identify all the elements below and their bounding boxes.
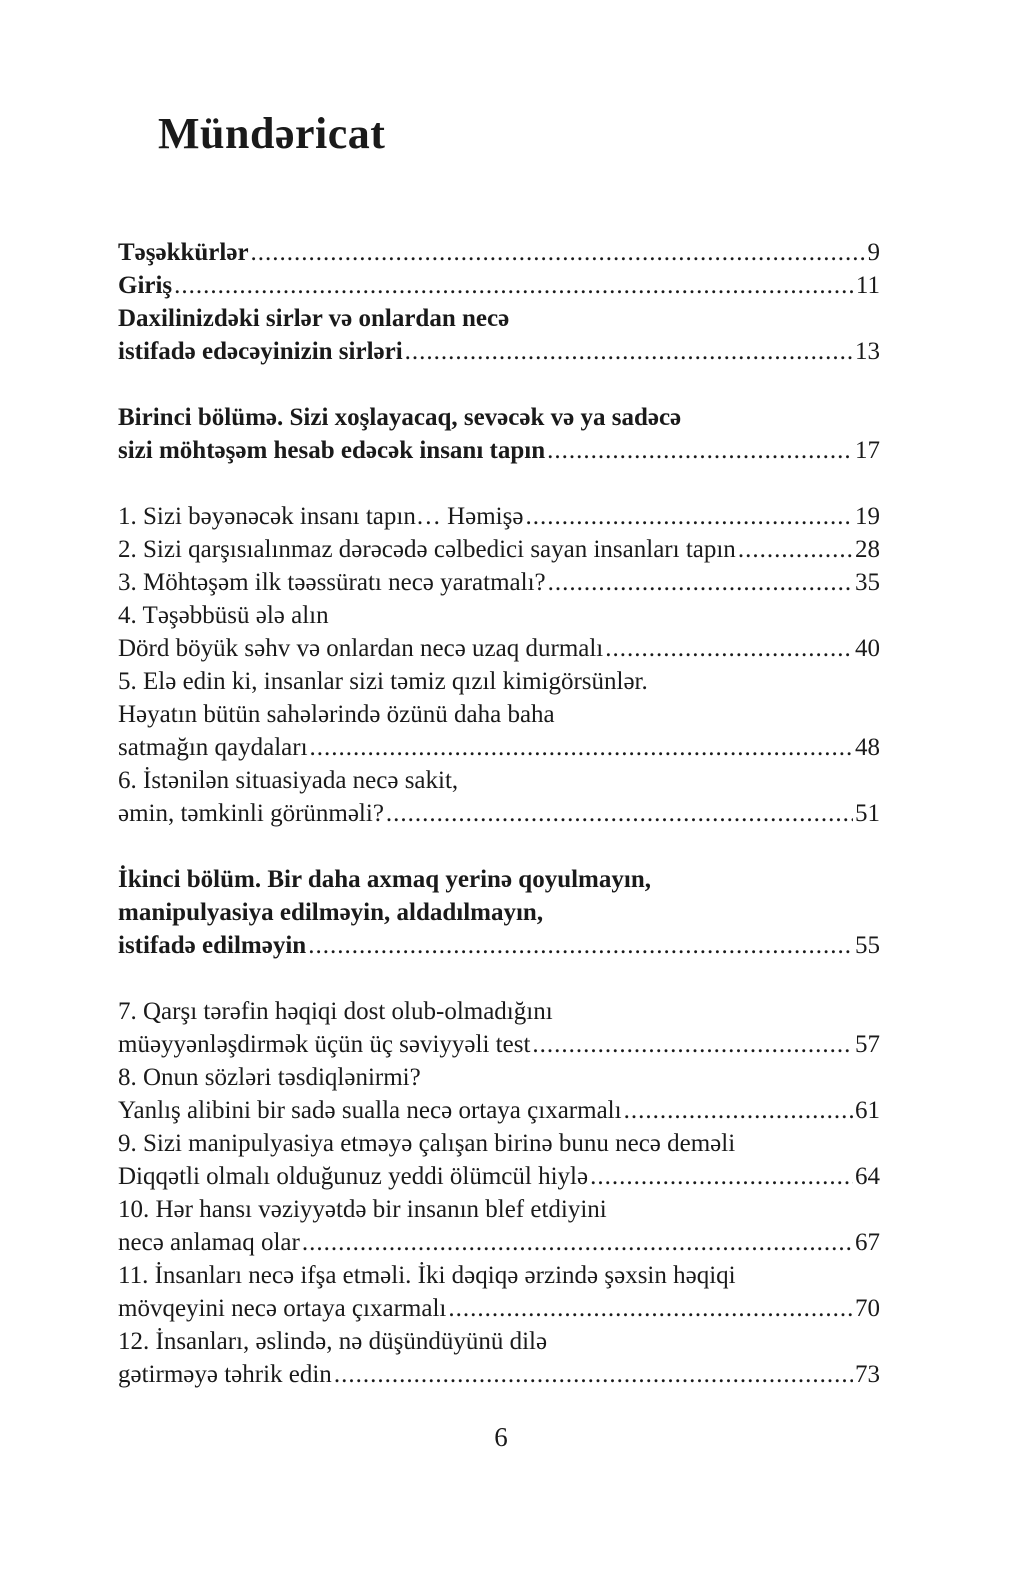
toc-entry bbox=[118, 1259, 880, 1325]
toc-entry-text: istifadə edəcəyinizin sirləri bbox=[118, 338, 403, 365]
dot-leader bbox=[624, 1094, 853, 1127]
toc-entry-text: mövqeyini necə ortaya çıxarmalı bbox=[118, 1295, 447, 1322]
toc-entry-line: Daxilinizdəki sirlər və onlardan necə bbox=[118, 305, 510, 332]
dot-leader bbox=[548, 566, 853, 599]
dot-leader bbox=[547, 434, 853, 467]
toc-entry-last-line bbox=[118, 566, 880, 599]
toc-entry-text: Yanlış alibini bir sadə sualla necə ortaya çıxarmalı bbox=[118, 1097, 622, 1124]
toc-entry-text: 1. Sizi bəyənəcək insanı tapın… Həmişə bbox=[118, 503, 524, 530]
toc-entry-text: Təşəkkürlər bbox=[118, 239, 249, 266]
toc-entry-text: satmağın qaydaları bbox=[118, 734, 308, 761]
toc-entry-last-line bbox=[118, 1094, 880, 1127]
dot-leader bbox=[590, 1160, 853, 1193]
toc-entry-text: Giriş bbox=[118, 272, 173, 299]
toc-entry-last-line bbox=[118, 797, 880, 830]
toc-entry-last-line bbox=[118, 269, 880, 302]
toc-entry bbox=[118, 1325, 880, 1391]
toc-entry-line: 8. Onun sözləri təsdiqlənirmi? bbox=[118, 1064, 421, 1091]
toc-entry bbox=[118, 401, 880, 467]
dot-leader bbox=[525, 500, 853, 533]
toc-page-number: 51 bbox=[855, 800, 880, 827]
toc-page-number: 35 bbox=[855, 569, 880, 596]
toc-entry-line: 11. İnsanları necə ifşa etməli. İki dəqiqə ərzində şəxsin həqiqi bbox=[118, 1262, 736, 1289]
toc-entry-last-line bbox=[118, 1160, 880, 1193]
toc-entry-line: 9. Sizi manipulyasiya etməyə çalışan birinə bunu necə deməli bbox=[118, 1130, 736, 1157]
toc-entry-text: necə anlamaq olar bbox=[118, 1229, 300, 1256]
toc-entry-line: 4. Təşəbbüsü ələ alın bbox=[118, 602, 329, 629]
dot-leader bbox=[308, 929, 853, 962]
table-of-contents bbox=[118, 236, 880, 1391]
toc-entry bbox=[118, 269, 880, 302]
toc-entry-line: Birinci bölümə. Sizi xoşlayacaq, sevəcək və ya sadəcə bbox=[118, 404, 682, 431]
toc-page-number: 40 bbox=[855, 635, 880, 662]
dot-leader bbox=[532, 1028, 853, 1061]
dot-leader bbox=[405, 335, 853, 368]
toc-entry bbox=[118, 500, 880, 533]
toc-entry-line: 6. İstənilən situasiyada necə sakit, bbox=[118, 767, 459, 794]
toc-entry bbox=[118, 1061, 880, 1127]
toc-entry-text: müəyyənləşdirmək üçün üç səviyyəli test bbox=[118, 1031, 531, 1058]
dot-leader bbox=[605, 632, 853, 665]
toc-entry-last-line bbox=[118, 731, 880, 764]
toc-page-number: 57 bbox=[855, 1031, 880, 1058]
toc-page-number: 61 bbox=[855, 1097, 880, 1124]
toc-entry-last-line bbox=[118, 434, 880, 467]
toc-entry bbox=[118, 533, 880, 566]
toc-entry bbox=[118, 599, 880, 665]
toc-entry-text: gətirməyə təhrik edin bbox=[118, 1361, 332, 1388]
toc-entry-line: Həyatın bütün sahələrində özünü daha baha bbox=[118, 701, 555, 728]
toc-page-number: 9 bbox=[867, 239, 880, 266]
toc-page-number: 73 bbox=[855, 1361, 880, 1388]
toc-entry-last-line bbox=[118, 1226, 880, 1259]
toc-entry-last-line bbox=[118, 335, 880, 368]
toc-entry-last-line bbox=[118, 236, 880, 269]
dot-leader bbox=[386, 797, 853, 830]
toc-page-number: 48 bbox=[855, 734, 880, 761]
toc-entry-text: istifadə edilməyin bbox=[118, 932, 307, 959]
toc-page-number: 55 bbox=[855, 932, 880, 959]
dot-leader bbox=[251, 236, 866, 269]
page-number: 6 bbox=[494, 1422, 508, 1452]
page-title: Mündəricat bbox=[158, 109, 386, 158]
toc-entry-text: əmin, təmkinli görünməli? bbox=[118, 800, 384, 827]
toc-entry bbox=[118, 1127, 880, 1193]
dot-leader bbox=[334, 1358, 853, 1391]
toc-entry bbox=[118, 995, 880, 1061]
toc-entry-line: 10. Hər hansı vəziyyətdə bir insanın blef etdiyini bbox=[118, 1196, 607, 1223]
dot-leader bbox=[448, 1292, 853, 1325]
toc-entry-text: Dörd böyük səhv və onlardan necə uzaq durmalı bbox=[118, 635, 604, 662]
toc-page-number: 64 bbox=[855, 1163, 880, 1190]
toc-entry-text: Diqqətli olmalı olduğunuz yeddi ölümcül hiylə bbox=[118, 1163, 589, 1190]
toc-entry-line: 5. Elə edin ki, insanlar sizi təmiz qızıl kimigörsünlər. bbox=[118, 668, 648, 695]
toc-entry-text: sizi möhtəşəm hesab edəcək insanı tapın bbox=[118, 437, 546, 464]
toc-entry-last-line bbox=[118, 1028, 880, 1061]
toc-page-number: 28 bbox=[855, 536, 880, 563]
toc-entry bbox=[118, 302, 880, 368]
toc-entry-line: 7. Qarşı tərəfin həqiqi dost olub-olmadığını bbox=[118, 998, 553, 1025]
toc-page-number: 67 bbox=[855, 1229, 880, 1256]
toc-entry-last-line bbox=[118, 632, 880, 665]
toc-page-number: 70 bbox=[855, 1295, 880, 1322]
toc-entry-text: 3. Möhtəşəm ilk təəssüratı necə yaratmalı? bbox=[118, 569, 546, 596]
toc-entry bbox=[118, 1193, 880, 1259]
toc-page-number: 13 bbox=[855, 338, 880, 365]
toc-entry-last-line bbox=[118, 1292, 880, 1325]
toc-page-number: 11 bbox=[855, 272, 880, 299]
toc-entry bbox=[118, 863, 880, 962]
toc-page-number: 17 bbox=[855, 437, 880, 464]
dot-leader bbox=[738, 533, 853, 566]
toc-entry-last-line bbox=[118, 533, 880, 566]
dot-leader bbox=[174, 269, 854, 302]
toc-entry-line: İkinci bölüm. Bir daha axmaq yerinə qoyulmayın, bbox=[118, 866, 651, 893]
toc-entry bbox=[118, 236, 880, 269]
toc-entry bbox=[118, 566, 880, 599]
toc-entry-line: manipulyasiya edilməyin, aldadılmayın, bbox=[118, 899, 544, 926]
toc-entry-last-line bbox=[118, 929, 880, 962]
toc-entry-text: 2. Sizi qarşısıalınmaz dərəcədə cəlbedici sayan insanları tapın bbox=[118, 536, 736, 563]
toc-entry-line: 12. İnsanları, əslində, nə düşündüyünü dilə bbox=[118, 1328, 548, 1355]
toc-entry-last-line bbox=[118, 500, 880, 533]
dot-leader bbox=[310, 731, 853, 764]
dot-leader bbox=[302, 1226, 853, 1259]
toc-page-number: 19 bbox=[855, 503, 880, 530]
toc-entry bbox=[118, 665, 880, 764]
toc-entry bbox=[118, 764, 880, 830]
toc-entry-last-line bbox=[118, 1358, 880, 1391]
